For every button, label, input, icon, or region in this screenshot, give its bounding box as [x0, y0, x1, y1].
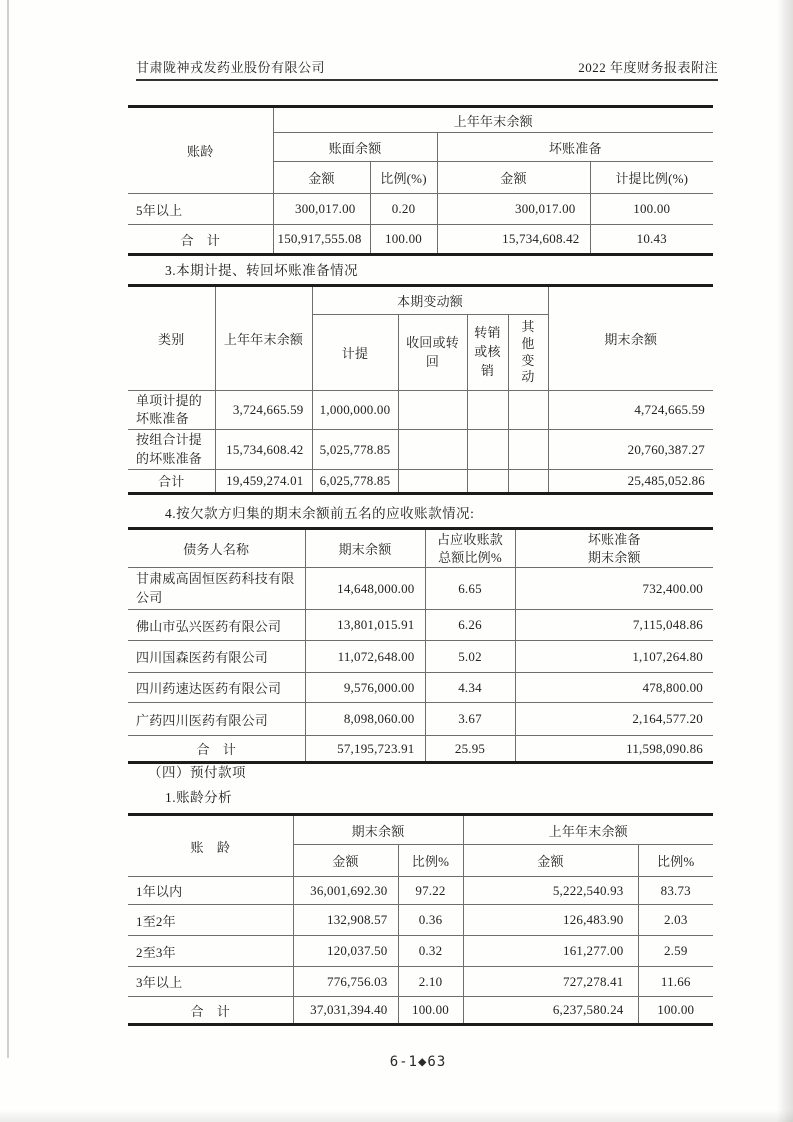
- cell-amount: 776,756.03: [293, 967, 398, 997]
- cell-ratio: 100.00: [398, 997, 463, 1025]
- table-row: [128, 936, 713, 967]
- section-heading-aging-analysis: 1.账龄分析: [165, 790, 233, 805]
- table-row: [128, 568, 713, 610]
- cell-ratio: 100.00: [638, 997, 713, 1025]
- cell-amount: 3,724,665.59: [215, 391, 312, 430]
- col-header-ending-balance: 期末余额: [293, 815, 463, 845]
- cell-total-label: 合 计: [128, 736, 305, 763]
- cell-amount: 9,576,000.00: [305, 673, 425, 703]
- cell-ratio: 2.59: [638, 936, 713, 967]
- cell-amount: 727,278.41: [463, 967, 638, 997]
- col-header-period-change: 本期变动额: [312, 286, 548, 315]
- cell-empty: [508, 469, 548, 493]
- cell-ratio: 6.65: [425, 568, 515, 610]
- cell-amount: 120,037.50: [293, 936, 398, 967]
- cell-amount: 1,107,264.80: [515, 641, 713, 673]
- cell-ratio: 25.95: [425, 736, 515, 763]
- cell-debtor-name: 四川药速达医药有限公司: [128, 673, 305, 703]
- table-total-row: [128, 997, 713, 1025]
- cell-amount: 11,072,648.00: [305, 641, 425, 673]
- cell-ratio: 97.22: [398, 877, 463, 905]
- cell-ratio: 0.32: [398, 936, 463, 967]
- table-row: [128, 905, 713, 936]
- cell-total-label: 合 计: [128, 225, 273, 255]
- col-header-other-changes: 其他变动: [508, 315, 548, 391]
- section-heading-prepayments: （四）预付款项: [148, 765, 246, 780]
- col-header-amount: 金额: [463, 845, 638, 877]
- table-total-row: [128, 469, 713, 493]
- cell-ratio: 4.34: [425, 673, 515, 703]
- scan-artifact-left-line: [7, 0, 9, 1058]
- cell-amount: 1,000,000.00: [312, 391, 398, 430]
- cell-amount: 15,734,608.42: [215, 430, 312, 469]
- cell-total-label: 合 计: [128, 997, 293, 1025]
- page-edge-shadow-bottom: [0, 1110, 793, 1122]
- table-header-row: [128, 529, 713, 568]
- cell-amount: 6,025,778.85: [312, 469, 398, 493]
- cell-amount: 25,485,052.86: [548, 469, 713, 493]
- cell-ratio: 3.67: [425, 703, 515, 736]
- cell-amount: 37,031,394.40: [293, 997, 398, 1025]
- cell-total-label: 合计: [128, 469, 215, 493]
- cell-category: 单项计提的坏账准备: [128, 391, 215, 430]
- cell-ratio: 2.03: [638, 905, 713, 936]
- cell-amount: 5,025,778.85: [312, 430, 398, 469]
- col-header-ratio-of-total: 占应收账款 总额比例%: [425, 529, 515, 568]
- cell-age-label: 5年以上: [128, 194, 273, 225]
- col-header-bad-debt-ending: 坏账准备 期末余额: [515, 529, 713, 568]
- cell-ratio: 0.36: [398, 905, 463, 936]
- cell-ratio: 2.10: [398, 967, 463, 997]
- cell-empty: [467, 469, 508, 493]
- cell-amount: 2,164,577.20: [515, 703, 713, 736]
- cell-ratio: 0.20: [370, 194, 437, 225]
- cell-amount: 300,017.00: [437, 194, 590, 225]
- cell-age-label: 1至2年: [128, 905, 293, 936]
- col-header-accrual: 计提: [312, 315, 398, 391]
- cell-empty: [398, 430, 467, 469]
- table-row: [128, 391, 713, 430]
- table-row: [128, 641, 713, 673]
- cell-ratio: 83.73: [638, 877, 713, 905]
- table-header-row: [128, 107, 713, 133]
- table-header-row: [128, 815, 713, 845]
- table-total-row: [128, 736, 713, 763]
- col-header-book-balance: 账面余额: [273, 133, 437, 162]
- cell-age-label: 3年以上: [128, 967, 293, 997]
- doc-title: 2022 年度财务报表附注: [578, 60, 718, 75]
- cell-amount: 8,098,060.00: [305, 703, 425, 736]
- cell-empty: [508, 391, 548, 430]
- cell-debtor-name: 广药四川医药有限公司: [128, 703, 305, 736]
- cell-amount: 161,277.00: [463, 936, 638, 967]
- aging-prior-year-table: [128, 105, 713, 256]
- cell-debtor-name: 甘肃威高固恒医药科技有限公司: [128, 568, 305, 610]
- company-name: 甘肃陇神戎发药业股份有限公司: [136, 60, 326, 75]
- col-header-amount: 金额: [273, 162, 370, 194]
- cell-amount: 6,237,580.24: [463, 997, 638, 1025]
- cell-amount: 20,760,387.27: [548, 430, 713, 469]
- cell-amount: 14,648,000.00: [305, 568, 425, 610]
- col-header-prev-year-balance: 上年年末余额: [215, 286, 312, 391]
- table-header-row: [128, 286, 713, 315]
- col-header-ending-balance: 期末余额: [305, 529, 425, 568]
- cell-ratio: 100.00: [590, 194, 713, 225]
- col-header-ratio: 比例(%): [370, 162, 437, 194]
- section-heading-3: 3.本期计提、转回坏账准备情况: [165, 263, 359, 278]
- cell-empty: [398, 391, 467, 430]
- cell-age-label: 1年以内: [128, 877, 293, 905]
- cell-ratio: 6.26: [425, 610, 515, 641]
- col-header-recovered-or-reversed: 收回或转回: [398, 315, 467, 391]
- table-row: [128, 430, 713, 469]
- cell-empty: [467, 391, 508, 430]
- col-header-prev-year-balance: 上年年末余额: [463, 815, 713, 845]
- col-header-amount: 金额: [437, 162, 590, 194]
- cell-amount: 300,017.00: [273, 194, 370, 225]
- cell-amount: 57,195,723.91: [305, 736, 425, 763]
- cell-ratio: 11.66: [638, 967, 713, 997]
- cell-amount: 150,917,555.08: [273, 225, 370, 255]
- cell-empty: [508, 430, 548, 469]
- cell-amount: 15,734,608.42: [437, 225, 590, 255]
- col-header-age: 账龄: [128, 107, 273, 194]
- cell-age-label: 2至3年: [128, 936, 293, 967]
- table-total-row: [128, 225, 713, 255]
- cell-amount: 4,724,665.59: [548, 391, 713, 430]
- cell-amount: 7,115,048.86: [515, 610, 713, 641]
- col-header-category: 类别: [128, 286, 215, 391]
- cell-ratio: 5.02: [425, 641, 515, 673]
- cell-ratio: 10.43: [590, 225, 713, 255]
- col-header-ending-balance: 期末余额: [548, 286, 713, 391]
- cell-amount: 11,598,090.86: [515, 736, 713, 763]
- col-header-ratio: 比例%: [398, 845, 463, 877]
- col-header-prev-year-balance: 上年年末余额: [273, 107, 713, 133]
- cell-amount: 19,459,274.01: [215, 469, 312, 493]
- cell-empty: [467, 430, 508, 469]
- page-edge-shadow-right: [777, 0, 793, 1122]
- table-row: [128, 610, 713, 641]
- cell-debtor-name: 四川国森医药有限公司: [128, 641, 305, 673]
- cell-amount: 132,908.57: [293, 905, 398, 936]
- col-header-written-off: 转销或核销: [467, 315, 508, 391]
- top5-debtors-table: [128, 527, 713, 764]
- cell-amount: 126,483.90: [463, 905, 638, 936]
- cell-amount: 5,222,540.93: [463, 877, 638, 905]
- table-row: [128, 877, 713, 905]
- col-header-provision-ratio: 计提比例(%): [590, 162, 713, 194]
- cell-debtor-name: 佛山市弘兴医药有限公司: [128, 610, 305, 641]
- running-header: [136, 57, 718, 81]
- prepayments-aging-table: [128, 813, 713, 1026]
- table-row: [128, 673, 713, 703]
- page-number: 6-1◆63: [389, 1054, 447, 1070]
- col-header-amount: 金额: [293, 845, 398, 877]
- cell-ratio: 100.00: [370, 225, 437, 255]
- section-heading-4: 4.按欠款方归集的期末余额前五名的应收账款情况:: [165, 506, 475, 521]
- cell-empty: [398, 469, 467, 493]
- table-row: [128, 967, 713, 997]
- col-header-debtor-name: 债务人名称: [128, 529, 305, 568]
- cell-amount: 732,400.00: [515, 568, 713, 610]
- cell-amount: 36,001,692.30: [293, 877, 398, 905]
- table-row: [128, 194, 713, 225]
- col-header-ratio: 比例%: [638, 845, 713, 877]
- cell-amount: 13,801,015.91: [305, 610, 425, 641]
- provision-movement-table: [128, 284, 713, 495]
- cell-category: 按组合计提的坏账准备: [128, 430, 215, 469]
- col-header-age: 账 龄: [128, 815, 293, 877]
- cell-amount: 478,800.00: [515, 673, 713, 703]
- table-row: [128, 703, 713, 736]
- col-header-bad-debt-provision: 坏账准备: [437, 133, 713, 162]
